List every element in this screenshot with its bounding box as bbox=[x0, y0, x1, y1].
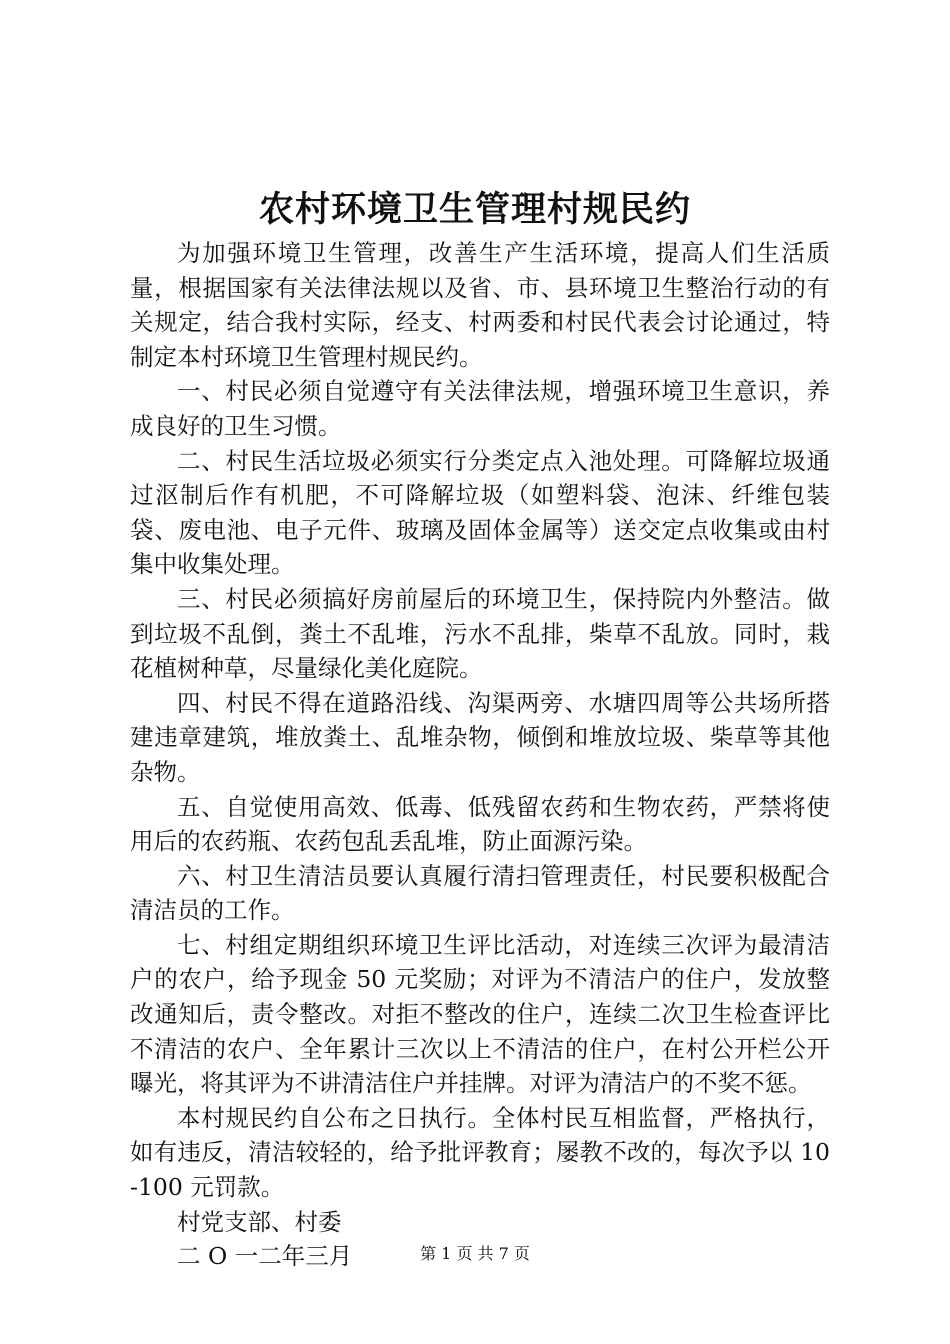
paragraph-article-2: 二、村民生活垃圾必须实行分类定点入池处理。可降解垃圾通过沤制后作有机肥，不可降解垃圾（如塑料袋、泡沫、纤维包装袋、废电池、电子元件、玻璃及固体金属等）送交定点收集或由村集中收集处理。 bbox=[130, 446, 830, 579]
paragraph-article-7: 七、村组定期组织环境卫生评比活动，对连续三次评为最清洁户的农户，给予现金 50 元奖励；对评为不清洁户的住户，发放整改通知后，责令整改。对拒不整改的住户，连续二次卫生检查评比不清洁的农户、全年累计三次以上不清洁的住户，在村公开栏公开曝光，将其评为不讲清洁住户并挂牌。对评为清洁户的不奖不惩。 bbox=[130, 930, 830, 1098]
paragraph-intro: 为加强环境卫生管理，改善生产生活环境，提高人们生活质量，根据国家有关法律法规以及省、市、县环境卫生整治行动的有关规定，结合我村实际，经支、村两委和村民代表会讨论通过，特制定本村环境卫生管理村规民约。 bbox=[130, 239, 830, 371]
paragraph-article-4: 四、村民不得在道路沿线、沟渠两旁、水塘四周等公共场所搭建违章建筑，堆放粪土、乱堆杂物，倾倒和堆放垃圾、柴草等其他杂物。 bbox=[130, 688, 830, 786]
signature-date: 二 O 一二年三月 bbox=[177, 1242, 353, 1271]
paragraph-closing: 本村规民约自公布之日执行。全体村民互相监督，严格执行，如有违反，清洁较轻的，给予批评教育；屡教不改的，每次予以 10-100 元罚款。 bbox=[130, 1103, 830, 1202]
paragraph-article-6: 六、村卫生清洁员要认真履行清扫管理责任，村民要积极配合清洁员的工作。 bbox=[130, 861, 830, 925]
document-title: 农村环境卫生管理村规民约 bbox=[258, 189, 691, 230]
page-number-footer: 第 1 页 共 7 页 bbox=[420, 1244, 530, 1263]
signature-org: 村党支部、村委 bbox=[177, 1207, 342, 1236]
document-body bbox=[130, 236, 830, 1274]
paragraph-article-1: 一、村民必须自觉遵守有关法律法规，增强环境卫生意识，养成良好的卫生习惯。 bbox=[130, 377, 830, 440]
paragraph-article-3: 三、村民必须搞好房前屋后的环境卫生，保持院内外整洁。做到垃圾不乱倒，粪土不乱堆，污水不乱排，柴草不乱放。同时，栽花植树种草，尽量绿化美化庭院。 bbox=[130, 584, 830, 683]
paragraph-article-5: 五、自觉使用高效、低毒、低残留农药和生物农药，严禁将使用后的农药瓶、农药包乱丢乱堆，防止面源污染。 bbox=[130, 792, 830, 856]
